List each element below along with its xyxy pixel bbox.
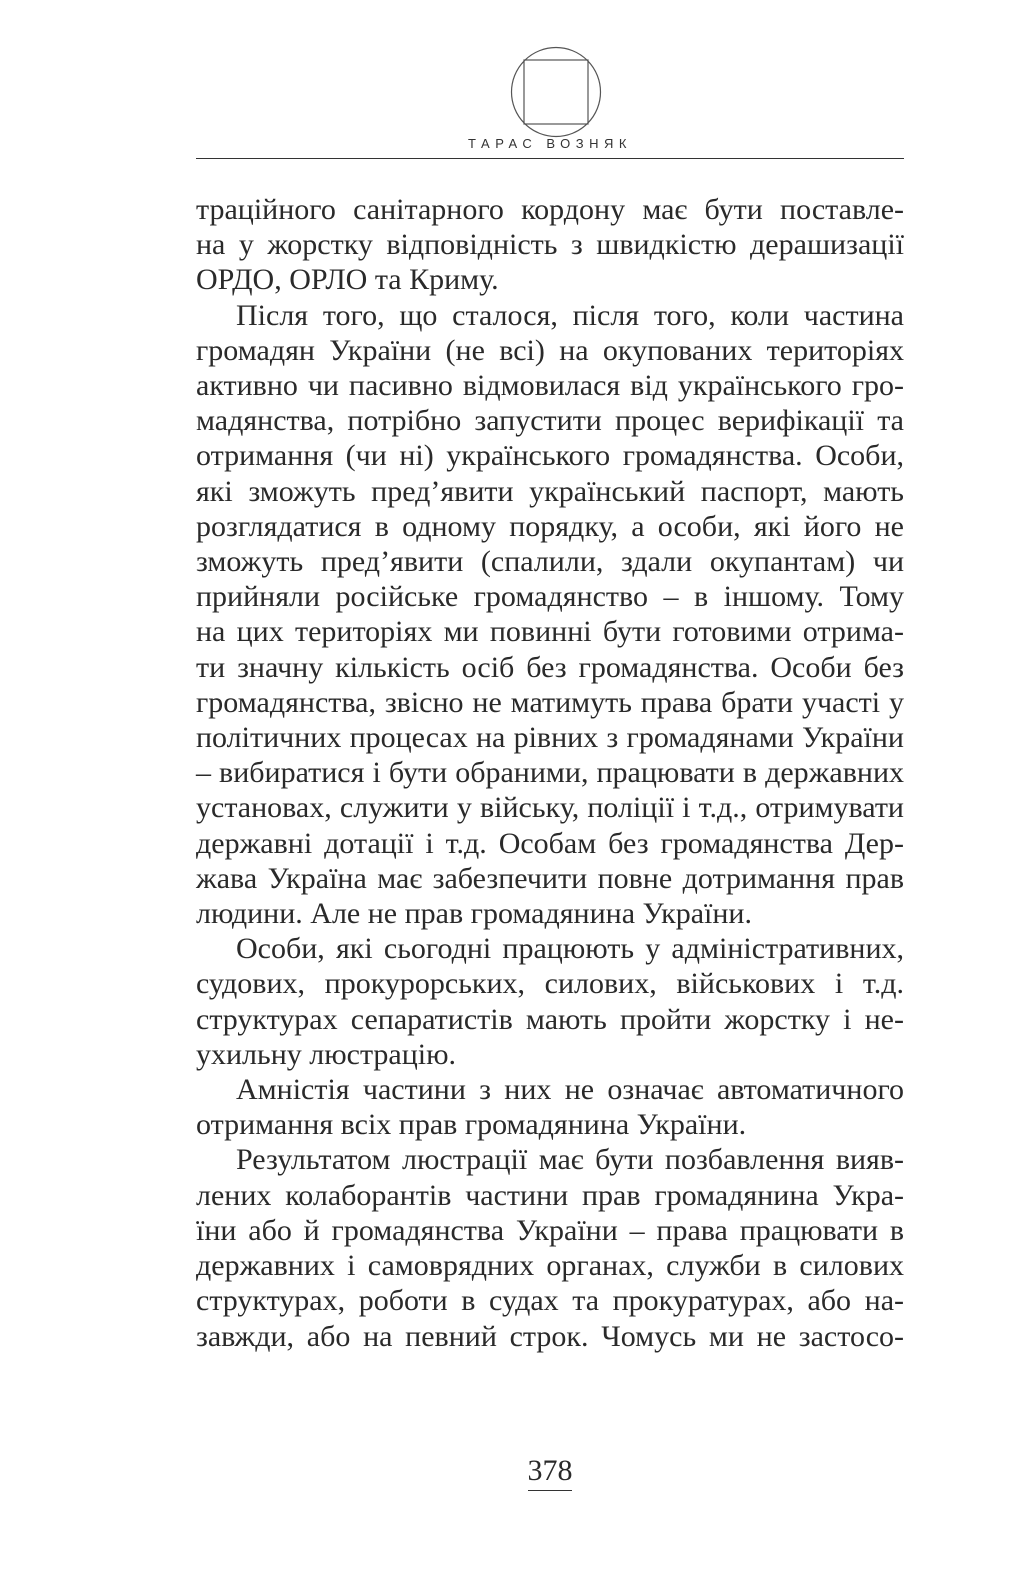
text-line: судових, прокурорських, силових, військових і т.д. bbox=[196, 967, 904, 1001]
text-line: ОРДО, ОРЛО та Криму. bbox=[196, 263, 499, 297]
text-line: завжди, або на певний строк. Чомусь ми не застосо- bbox=[196, 1319, 904, 1353]
text-line: Результатом люстрації має бути позбавлення вияв- bbox=[236, 1143, 904, 1177]
text-line: зможуть пред’явити (спалили, здали окупантам) чи bbox=[196, 545, 904, 579]
text-line: структурах, роботи в судах та прокуратурах, або на- bbox=[196, 1284, 904, 1318]
body-text bbox=[196, 192, 904, 1354]
running-head: ТАРАС ВОЗНЯК bbox=[468, 136, 632, 151]
circle-square-emblem-icon bbox=[510, 46, 602, 138]
text-line: прийняли російське громадянство – в іншому. Тому bbox=[196, 580, 904, 614]
text-line: отримання (чи ні) українського громадянства. Особи, bbox=[196, 439, 904, 473]
page-number: 378 bbox=[527, 1454, 573, 1487]
text-line: державних і самоврядних органах, служби в силових bbox=[196, 1249, 904, 1283]
text-line: траційного санітарного кордону має бути поставле- bbox=[196, 193, 904, 226]
text-line: ухильну люстрацію. bbox=[196, 1037, 457, 1071]
text-line: громадян України (не всі) на окупованих територіях bbox=[196, 333, 904, 367]
text-line: державні дотації і т.д. Особам без громадянства Дер- bbox=[196, 826, 904, 860]
text-line: Амністія частини з них не означає автоматичного bbox=[236, 1073, 904, 1107]
text-line: лених колаборантів частини прав громадянина Укра- bbox=[196, 1178, 904, 1212]
text-line: на у жорстку відповідність з швидкістю дерашизації bbox=[196, 228, 904, 262]
text-line: розглядатися в одному порядку, а особи, які його не bbox=[196, 509, 904, 543]
text-line: політичних процесах на рівних з громадянами України bbox=[196, 721, 904, 755]
text-line: мадянства, потрібно запустити процес верифікації та bbox=[196, 404, 904, 438]
text-line: отримання всіх прав громадянина України. bbox=[196, 1108, 747, 1142]
text-line: їни або й громадянства України – права працювати в bbox=[196, 1213, 904, 1247]
text-line: людини. Але не прав громадянина України. bbox=[196, 897, 752, 931]
text-line: структурах сепаратистів мають пройти жорстку і не- bbox=[196, 1002, 904, 1036]
page-number-underline bbox=[528, 1490, 572, 1491]
text-line: жава Україна має забезпечити повне дотримання прав bbox=[196, 861, 904, 895]
text-line: на цих територіях ми повинні бути готовими отрима- bbox=[196, 615, 904, 649]
text-line: ти значну кількість осіб без громадянства. Особи без bbox=[196, 650, 904, 684]
header-rule bbox=[196, 158, 904, 159]
text-line: Після того, що сталося, після того, коли частина bbox=[236, 298, 904, 332]
text-line: громадянства, звісно не матимуть права брати участі у bbox=[196, 685, 904, 719]
text-line: Особи, які сьогодні працюють у адміністративних, bbox=[236, 932, 904, 966]
text-line: установах, служити у війську, поліції і т.д., отримувати bbox=[196, 791, 904, 825]
text-line: – вибиратися і бути обраними, працювати в державних bbox=[196, 756, 904, 790]
text-line: активно чи пасивно відмовилася від українського гро- bbox=[196, 369, 904, 403]
text-line: які зможуть пред’явити український паспорт, мають bbox=[196, 474, 904, 508]
